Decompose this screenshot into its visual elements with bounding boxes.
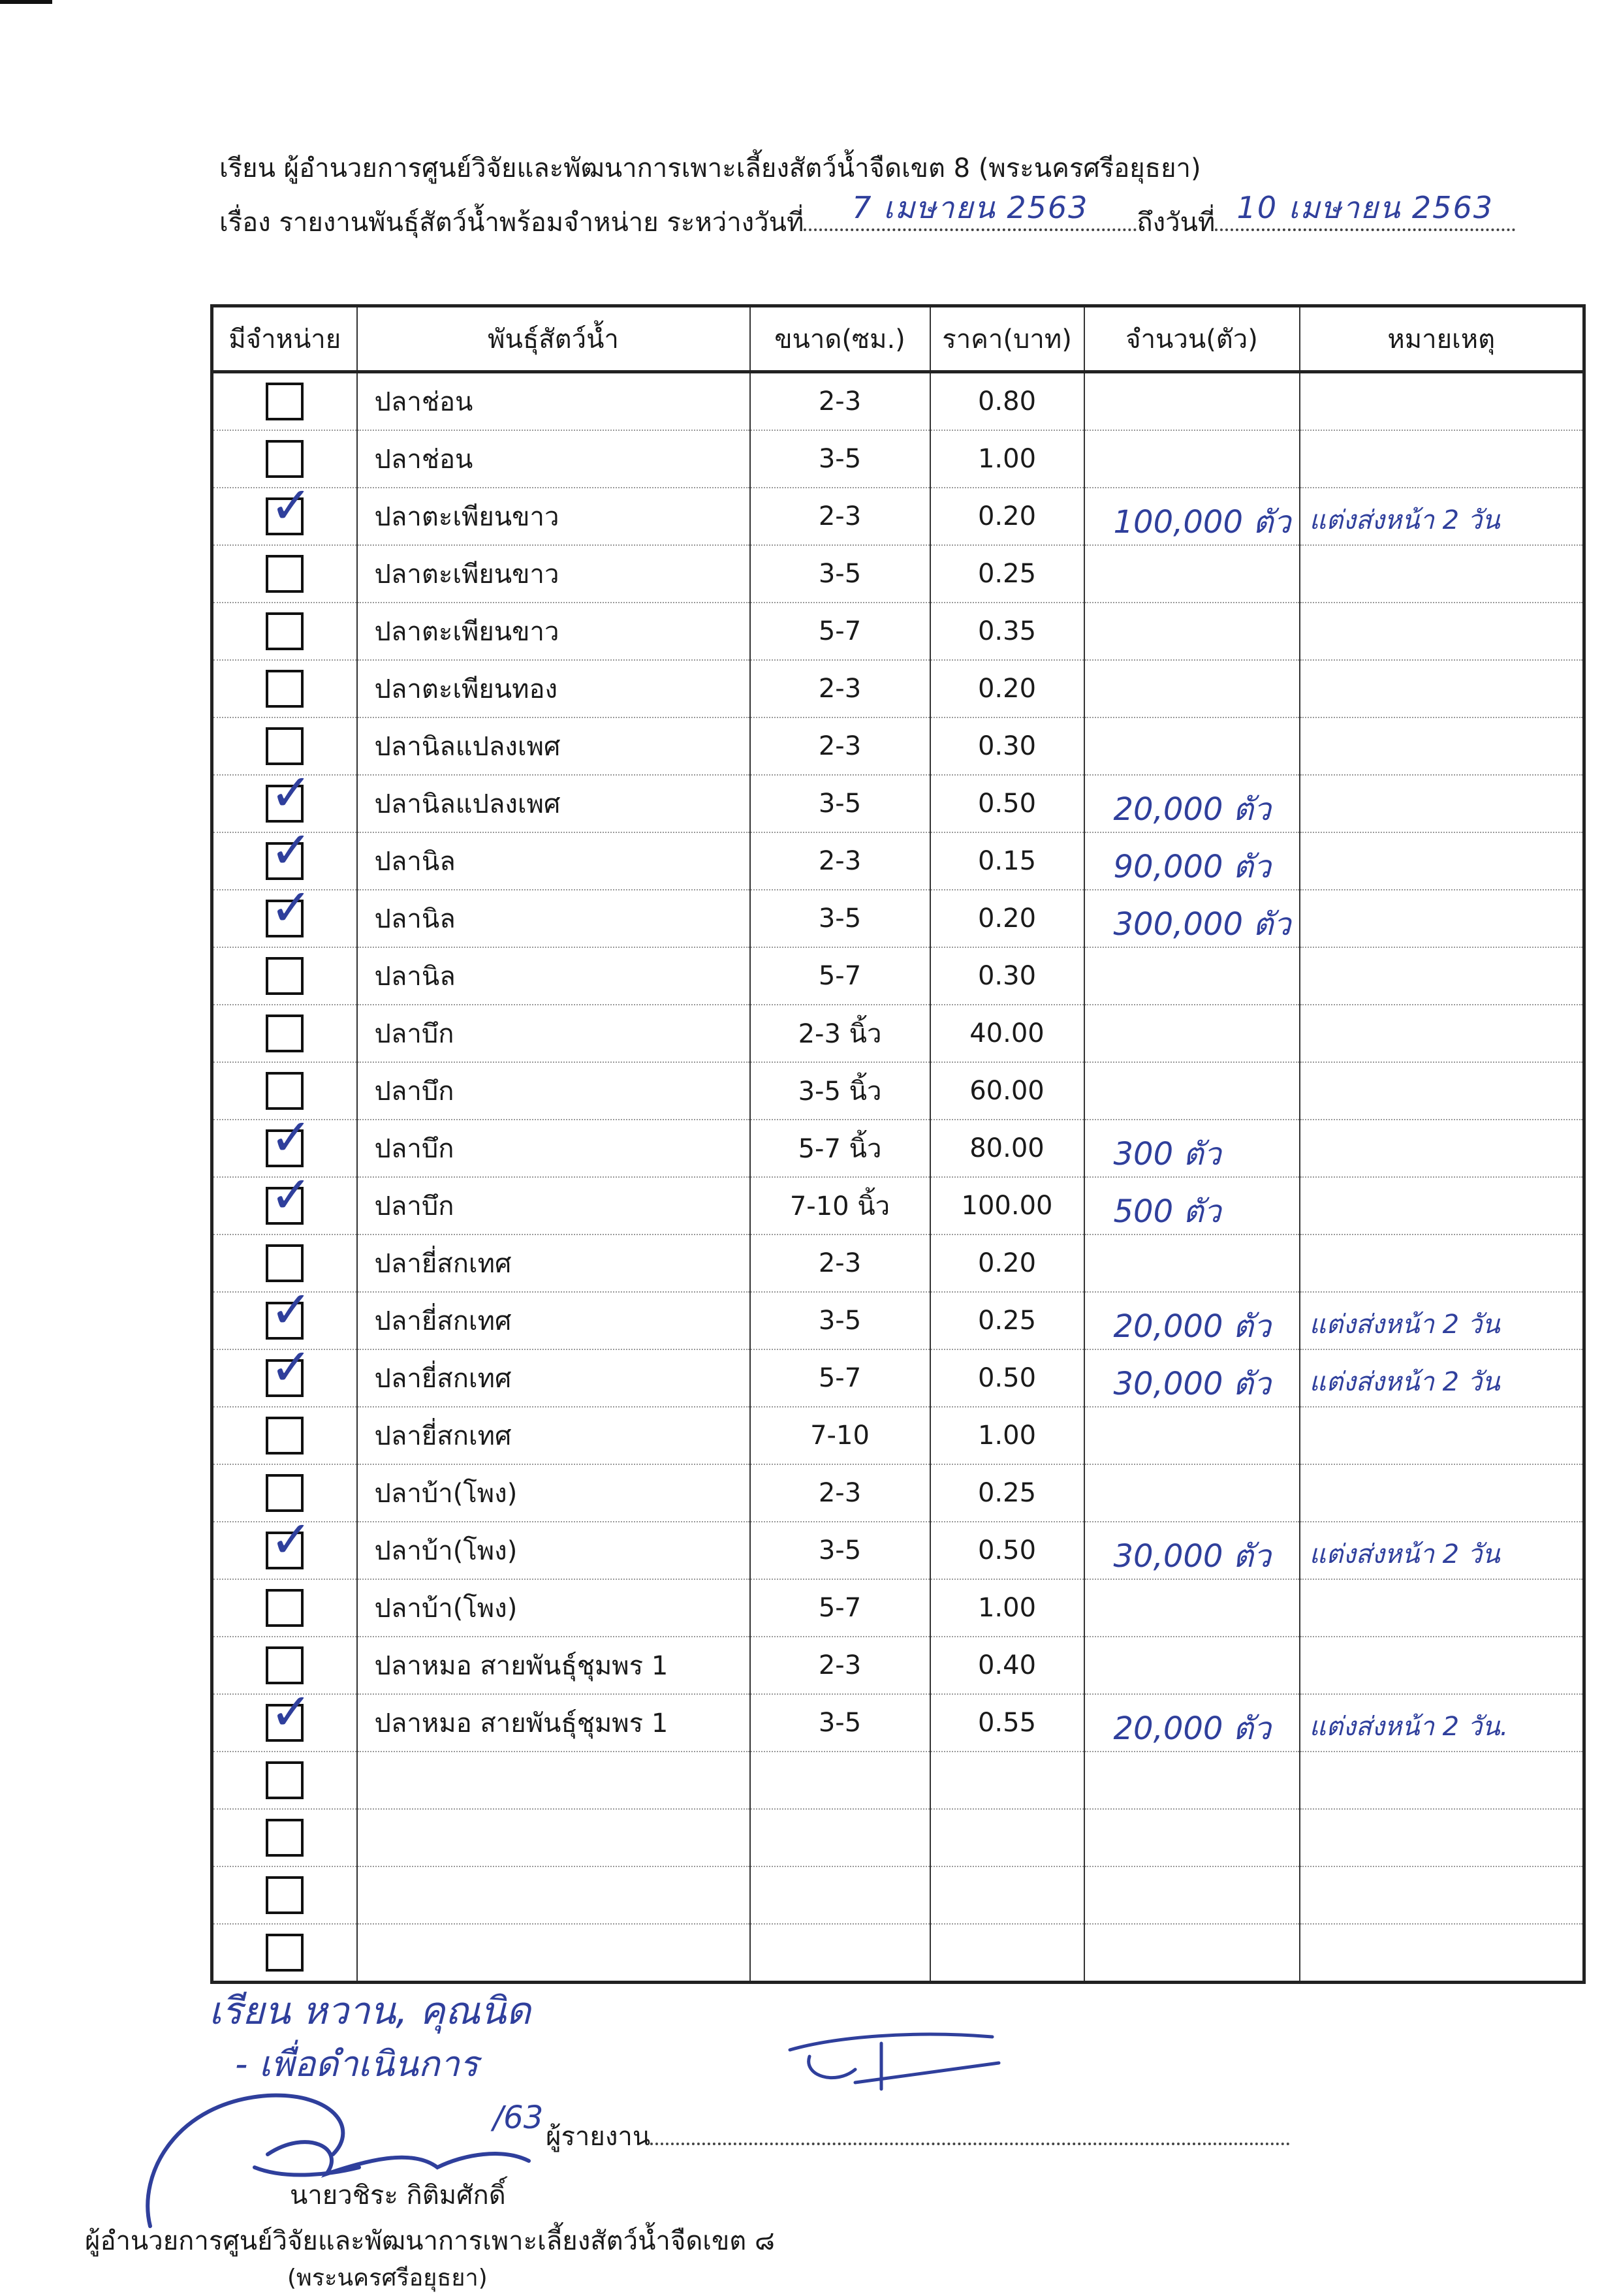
- available-checkbox[interactable]: [266, 1474, 304, 1512]
- size-cell: 3-5 นิ้ว: [750, 1062, 930, 1120]
- table-row: [212, 1349, 1584, 1407]
- remark-cell: [1300, 775, 1584, 832]
- price-cell: 0.50: [930, 1522, 1084, 1579]
- remark-cell: [1300, 717, 1584, 775]
- remark-cell: [1300, 1292, 1584, 1349]
- species-cell: ปลาช่อน: [357, 430, 750, 488]
- available-checkbox[interactable]: [266, 555, 304, 593]
- price-cell: 1.00: [930, 430, 1084, 488]
- price-cell: 0.50: [930, 1349, 1084, 1407]
- available-checkbox[interactable]: [266, 1349, 313, 1397]
- quantity-cell: [1084, 1062, 1300, 1120]
- reporter-line: [546, 2115, 1290, 2157]
- price-cell: 0.40: [930, 1637, 1084, 1694]
- available-cell: [212, 1234, 357, 1292]
- quantity-handwritten: 20,000 ตัว: [1113, 1308, 1271, 1345]
- checkmark-icon: ✓: [270, 1349, 313, 1397]
- size-cell: 5-7 นิ้ว: [750, 1120, 930, 1177]
- table-row: [212, 1120, 1584, 1177]
- col-remark: หมายเหตุ: [1300, 306, 1584, 372]
- officer-name: นายวชิระ กิติมศักดิ์: [290, 2180, 506, 2210]
- col-quantity: จำนวน(ตัว): [1084, 306, 1300, 372]
- available-cell: [212, 1005, 357, 1062]
- table-row: [212, 1522, 1584, 1579]
- quantity-cell: [1084, 1120, 1300, 1177]
- quantity-cell: [1084, 1407, 1300, 1464]
- remark-cell: [1300, 372, 1584, 431]
- price-cell: 0.15: [930, 832, 1084, 890]
- signature-date-mark: /63: [493, 2099, 544, 2136]
- available-checkbox[interactable]: [266, 1522, 313, 1569]
- size-cell: [750, 1866, 930, 1924]
- remark-cell: [1300, 488, 1584, 545]
- species-cell: ปลาบึก: [357, 1062, 750, 1120]
- quantity-handwritten: 20,000 ตัว: [1113, 1710, 1271, 1747]
- checkmark-icon: ✓: [270, 832, 313, 880]
- species-cell: [357, 1752, 750, 1809]
- quantity-cell: [1084, 603, 1300, 660]
- size-cell: 3-5: [750, 430, 930, 488]
- available-checkbox[interactable]: [266, 1120, 313, 1167]
- quantity-cell: [1084, 372, 1300, 431]
- remark-cell: [1300, 1005, 1584, 1062]
- quantity-cell: [1084, 1234, 1300, 1292]
- table-row: [212, 775, 1584, 832]
- price-cell: 0.55: [930, 1694, 1084, 1752]
- available-cell: [212, 1752, 357, 1809]
- quantity-cell: [1084, 947, 1300, 1005]
- quantity-handwritten: 300,000 ตัว: [1113, 906, 1291, 943]
- table-row: [212, 1464, 1584, 1522]
- checkmark-icon: ✓: [270, 1177, 313, 1225]
- available-checkbox[interactable]: [266, 1646, 304, 1684]
- quantity-handwritten: 20,000 ตัว: [1113, 791, 1271, 828]
- remark-cell: [1300, 660, 1584, 717]
- price-cell: 0.20: [930, 1234, 1084, 1292]
- available-cell: [212, 832, 357, 890]
- quantity-cell: [1084, 1464, 1300, 1522]
- quantity-cell: [1084, 1809, 1300, 1866]
- remark-handwritten: แต่งส่งหน้า 2 วัน: [1309, 1539, 1500, 1569]
- available-cell: [212, 660, 357, 717]
- size-cell: 5-7: [750, 1349, 930, 1407]
- species-cell: ปลาตะเพียนขาว: [357, 603, 750, 660]
- species-cell: ปลานิล: [357, 947, 750, 1005]
- species-cell: ปลายี่สกเทศ: [357, 1292, 750, 1349]
- species-cell: ปลาตะเพียนขาว: [357, 488, 750, 545]
- available-checkbox[interactable]: [266, 1014, 304, 1052]
- table-row: [212, 1694, 1584, 1752]
- remark-cell: [1300, 603, 1584, 660]
- table-row: [212, 717, 1584, 775]
- table-row: [212, 488, 1584, 545]
- quantity-handwritten: 30,000 ตัว: [1113, 1538, 1271, 1575]
- checkmark-icon: ✓: [270, 1292, 313, 1340]
- size-cell: 2-3: [750, 717, 930, 775]
- species-cell: ปลาตะเพียนขาว: [357, 545, 750, 603]
- price-cell: 0.25: [930, 1292, 1084, 1349]
- available-cell: [212, 1120, 357, 1177]
- table-row: [212, 660, 1584, 717]
- quantity-cell: [1084, 488, 1300, 545]
- price-cell: 1.00: [930, 1579, 1084, 1637]
- available-cell: [212, 1579, 357, 1637]
- available-cell: [212, 1407, 357, 1464]
- remark-cell: [1300, 1407, 1584, 1464]
- quantity-cell: [1084, 1349, 1300, 1407]
- species-cell: ปลานิล: [357, 832, 750, 890]
- remark-cell: [1300, 947, 1584, 1005]
- available-checkbox[interactable]: [266, 775, 313, 823]
- table-row: [212, 545, 1584, 603]
- species-cell: ปลายี่สกเทศ: [357, 1234, 750, 1292]
- from-date-field: [804, 190, 1137, 231]
- available-cell: [212, 545, 357, 603]
- species-cell: ปลาบ้า(โพง): [357, 1522, 750, 1579]
- remark-cell: [1300, 1464, 1584, 1522]
- size-cell: 3-5: [750, 890, 930, 947]
- price-cell: 1.00: [930, 1407, 1084, 1464]
- available-cell: [212, 890, 357, 947]
- checkmark-icon: ✓: [270, 890, 313, 937]
- available-checkbox[interactable]: [266, 1761, 304, 1799]
- size-cell: 2-3: [750, 1637, 930, 1694]
- quantity-cell: [1084, 890, 1300, 947]
- to-date-handwritten: 10 เมษายน 2563: [1236, 190, 1494, 225]
- size-cell: 5-7: [750, 603, 930, 660]
- quantity-cell: [1084, 1637, 1300, 1694]
- available-cell: [212, 372, 357, 431]
- available-cell: [212, 1177, 357, 1234]
- price-cell: [930, 1752, 1084, 1809]
- size-cell: 2-3: [750, 660, 930, 717]
- available-checkbox[interactable]: [266, 488, 313, 535]
- remark-cell: [1300, 1694, 1584, 1752]
- size-cell: 7-10 นิ้ว: [750, 1177, 930, 1234]
- table-row: [212, 1752, 1584, 1809]
- table-row: [212, 1579, 1584, 1637]
- species-cell: ปลายี่สกเทศ: [357, 1407, 750, 1464]
- quantity-cell: [1084, 832, 1300, 890]
- quantity-cell: [1084, 1866, 1300, 1924]
- reporter-label: ผู้รายงาน: [546, 2122, 651, 2152]
- size-cell: 3-5: [750, 775, 930, 832]
- species-cell: ปลาบึก: [357, 1005, 750, 1062]
- available-checkbox[interactable]: [266, 383, 304, 420]
- available-cell: [212, 1866, 357, 1924]
- available-cell: [212, 1694, 357, 1752]
- available-checkbox[interactable]: [266, 1876, 304, 1914]
- remark-cell: [1300, 1062, 1584, 1120]
- available-cell: [212, 430, 357, 488]
- quantity-handwritten: 90,000 ตัว: [1113, 849, 1271, 885]
- available-cell: [212, 488, 357, 545]
- officer-title: ผู้อำนวยการศูนย์วิจัยและพัฒนาการเพาะเลี้ยงสัตว์น้ำจืดเขต ๘: [85, 2226, 775, 2256]
- price-cell: 0.25: [930, 1464, 1084, 1522]
- price-cell: 0.50: [930, 775, 1084, 832]
- reporter-signature: [783, 2024, 1005, 2096]
- to-line: เรียน ผู้อำนวยการศูนย์วิจัยและพัฒนาการเพาะเลี้ยงสัตว์น้ำจืดเขต 8 (พระนครศรีอยุธยา): [219, 153, 1201, 183]
- quantity-handwritten: 100,000 ตัว: [1113, 504, 1291, 541]
- price-cell: 0.20: [930, 890, 1084, 947]
- available-checkbox[interactable]: [266, 1177, 313, 1225]
- remark-cell: [1300, 545, 1584, 603]
- price-cell: 60.00: [930, 1062, 1084, 1120]
- available-checkbox[interactable]: [266, 832, 313, 880]
- size-cell: 2-3 นิ้ว: [750, 1005, 930, 1062]
- size-cell: 2-3: [750, 832, 930, 890]
- available-checkbox[interactable]: [266, 670, 304, 708]
- price-cell: 0.30: [930, 947, 1084, 1005]
- price-cell: 0.20: [930, 660, 1084, 717]
- table-row: [212, 1005, 1584, 1062]
- species-cell: ปลาตะเพียนทอง: [357, 660, 750, 717]
- species-cell: ปลาบ้า(โพง): [357, 1579, 750, 1637]
- available-cell: [212, 1062, 357, 1120]
- quantity-cell: [1084, 545, 1300, 603]
- size-cell: 5-7: [750, 1579, 930, 1637]
- species-cell: ปลาบึก: [357, 1177, 750, 1234]
- price-cell: [930, 1866, 1084, 1924]
- price-cell: 0.20: [930, 488, 1084, 545]
- available-checkbox[interactable]: [266, 1589, 304, 1627]
- available-checkbox[interactable]: [266, 1292, 313, 1340]
- remark-cell: [1300, 1637, 1584, 1694]
- quantity-handwritten: 500 ตัว: [1113, 1193, 1221, 1230]
- to-date-field: [1215, 190, 1515, 231]
- price-cell: 0.35: [930, 603, 1084, 660]
- quantity-cell: [1084, 1579, 1300, 1637]
- available-checkbox[interactable]: [266, 1072, 304, 1110]
- table-row: [212, 1177, 1584, 1234]
- available-cell: [212, 1292, 357, 1349]
- col-price: ราคา(บาท): [930, 306, 1084, 372]
- available-checkbox[interactable]: [266, 1417, 304, 1455]
- quantity-handwritten: 30,000 ตัว: [1113, 1366, 1271, 1402]
- remark-cell: [1300, 832, 1584, 890]
- size-cell: 2-3: [750, 1464, 930, 1522]
- price-cell: 100.00: [930, 1177, 1084, 1234]
- table-row: [212, 430, 1584, 488]
- available-cell: [212, 1464, 357, 1522]
- quantity-cell: [1084, 1694, 1300, 1752]
- available-cell: [212, 947, 357, 1005]
- quantity-cell: [1084, 1522, 1300, 1579]
- size-cell: 3-5: [750, 1694, 930, 1752]
- quantity-cell: [1084, 1177, 1300, 1234]
- available-checkbox[interactable]: [266, 612, 304, 650]
- remark-cell: [1300, 1866, 1584, 1924]
- handwritten-note-line1: เรียน หวาน, คุณนิด: [209, 1989, 531, 2033]
- table-row: [212, 1407, 1584, 1464]
- subject-line: [219, 190, 1515, 241]
- remark-cell: [1300, 1177, 1584, 1234]
- available-cell: [212, 775, 357, 832]
- size-cell: 7-10: [750, 1407, 930, 1464]
- officer-subtitle: (พระนครศรีอยุธยา): [287, 2265, 488, 2291]
- price-cell: 80.00: [930, 1120, 1084, 1177]
- available-checkbox[interactable]: [266, 1694, 313, 1742]
- remark-cell: [1300, 1752, 1584, 1809]
- table-row: [212, 372, 1584, 431]
- table-row: [212, 1234, 1584, 1292]
- quantity-cell: [1084, 430, 1300, 488]
- price-cell: [930, 1809, 1084, 1866]
- checkmark-icon: ✓: [270, 1522, 313, 1569]
- checkmark-icon: ✓: [270, 1694, 313, 1742]
- species-cell: ปลาหมอ สายพันธุ์ชุมพร 1: [357, 1694, 750, 1752]
- available-checkbox[interactable]: [266, 890, 313, 937]
- table-row: [212, 1809, 1584, 1866]
- table-row: [212, 1866, 1584, 1924]
- size-cell: 3-5: [750, 1292, 930, 1349]
- available-checkbox[interactable]: [266, 1244, 304, 1282]
- table-row: [212, 603, 1584, 660]
- remark-handwritten: แต่งส่งหน้า 2 วัน: [1309, 1310, 1500, 1340]
- remark-cell: [1300, 890, 1584, 947]
- scan-edge-mark: [0, 0, 52, 4]
- available-cell: [212, 603, 357, 660]
- table-row: [212, 1637, 1584, 1694]
- quantity-cell: [1084, 1005, 1300, 1062]
- available-checkbox[interactable]: [266, 957, 304, 995]
- handwritten-note-line2: - เพื่อดำเนินการ: [235, 2043, 479, 2084]
- available-cell: [212, 1349, 357, 1407]
- table-row: [212, 1062, 1584, 1120]
- signoff-area: [0, 1958, 1619, 2290]
- checkmark-icon: ✓: [270, 1120, 313, 1167]
- species-cell: ปลาช่อน: [357, 372, 750, 431]
- size-cell: [750, 1809, 930, 1866]
- remark-handwritten: แต่งส่งหน้า 2 วัน: [1309, 1367, 1500, 1397]
- size-cell: 3-5: [750, 545, 930, 603]
- species-cell: ปลานิลแปลงเพศ: [357, 717, 750, 775]
- size-cell: 2-3: [750, 1234, 930, 1292]
- quantity-cell: [1084, 775, 1300, 832]
- remark-cell: [1300, 1234, 1584, 1292]
- quantity-cell: [1084, 1752, 1300, 1809]
- price-cell: 0.25: [930, 545, 1084, 603]
- species-cell: ปลาบ้า(โพง): [357, 1464, 750, 1522]
- available-cell: [212, 1522, 357, 1579]
- remark-handwritten: แต่งส่งหน้า 2 วัน: [1309, 505, 1500, 535]
- available-checkbox[interactable]: [266, 1819, 304, 1857]
- checkmark-icon: ✓: [270, 488, 313, 535]
- size-cell: 5-7: [750, 947, 930, 1005]
- from-date-handwritten: 7 เมษายน 2563: [852, 190, 1089, 225]
- species-cell: [357, 1866, 750, 1924]
- quantity-handwritten: 300 ตัว: [1113, 1136, 1221, 1172]
- price-cell: 0.30: [930, 717, 1084, 775]
- col-size: ขนาด(ซม.): [750, 306, 930, 372]
- price-cell: 40.00: [930, 1005, 1084, 1062]
- available-cell: [212, 717, 357, 775]
- to-date-prefix: ถึงวันที่: [1137, 208, 1216, 238]
- fish-stock-table: [210, 304, 1586, 1984]
- remark-cell: [1300, 1579, 1584, 1637]
- remark-cell: [1300, 1522, 1584, 1579]
- remark-cell: [1300, 1120, 1584, 1177]
- table-header-row: [212, 306, 1584, 372]
- size-cell: [750, 1752, 930, 1809]
- size-cell: 2-3: [750, 488, 930, 545]
- col-available: มีจำหน่าย: [212, 306, 357, 372]
- subject-prefix: เรื่อง รายงานพันธุ์สัตว์น้ำพร้อมจำหน่าย ระหว่างวันที่: [219, 208, 804, 238]
- table-row: [212, 832, 1584, 890]
- species-cell: ปลาหมอ สายพันธุ์ชุมพร 1: [357, 1637, 750, 1694]
- available-checkbox[interactable]: [266, 727, 304, 765]
- remark-handwritten: แต่งส่งหน้า 2 วัน.: [1309, 1712, 1509, 1742]
- quantity-cell: [1084, 717, 1300, 775]
- remark-cell: [1300, 430, 1584, 488]
- available-cell: [212, 1809, 357, 1866]
- species-cell: ปลานิลแปลงเพศ: [357, 775, 750, 832]
- reporter-dots: [650, 2120, 1290, 2145]
- remark-cell: [1300, 1349, 1584, 1407]
- quantity-cell: [1084, 660, 1300, 717]
- table-row: [212, 890, 1584, 947]
- col-species: พันธุ์สัตว์น้ำ: [357, 306, 750, 372]
- available-checkbox[interactable]: [266, 440, 304, 478]
- species-cell: ปลานิล: [357, 890, 750, 947]
- available-cell: [212, 1637, 357, 1694]
- table-row: [212, 947, 1584, 1005]
- price-cell: 0.80: [930, 372, 1084, 431]
- table-row: [212, 1292, 1584, 1349]
- quantity-cell: [1084, 1292, 1300, 1349]
- species-cell: ปลาบึก: [357, 1120, 750, 1177]
- checkmark-icon: ✓: [270, 775, 313, 823]
- size-cell: 3-5: [750, 1522, 930, 1579]
- remark-cell: [1300, 1809, 1584, 1866]
- species-cell: ปลายี่สกเทศ: [357, 1349, 750, 1407]
- species-cell: [357, 1809, 750, 1866]
- size-cell: 2-3: [750, 372, 930, 431]
